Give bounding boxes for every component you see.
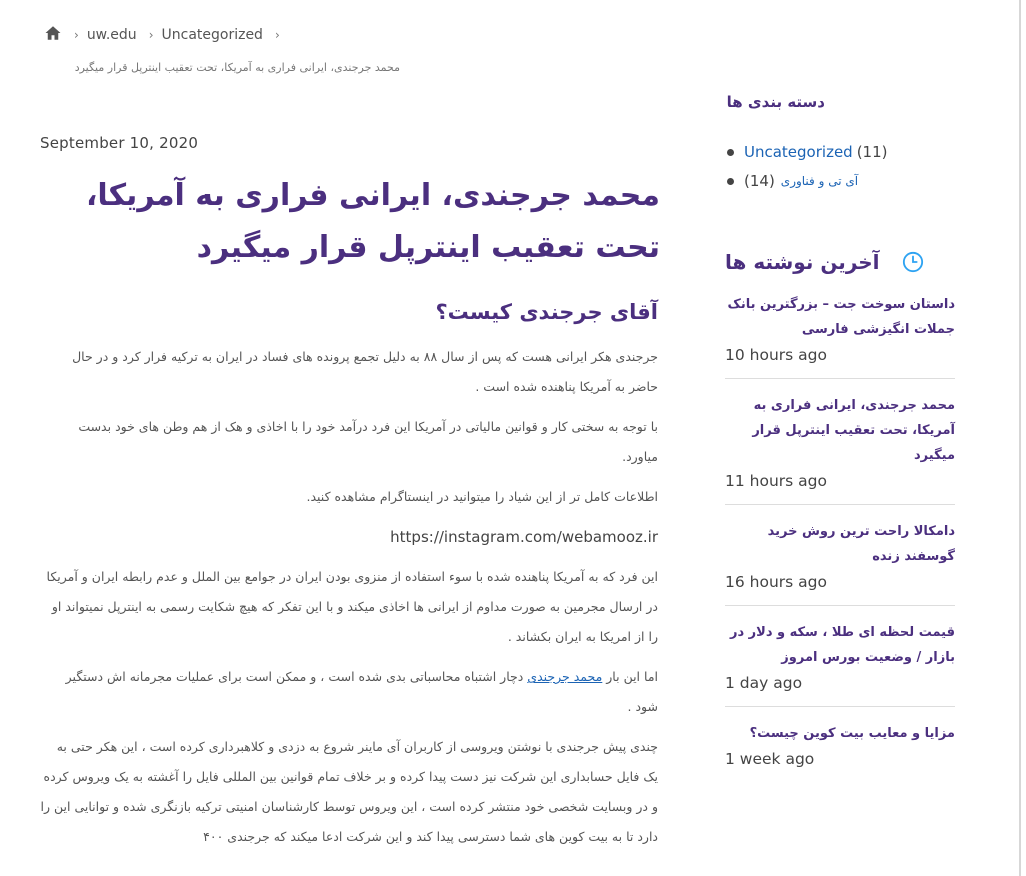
categories-title: دسته بندی ها: [726, 93, 825, 111]
recent-post-item: [725, 620, 955, 707]
recent-post-item: [725, 393, 955, 505]
paragraph-text: دچار اشتباه محاسباتی بدی شده است ، و ممکن است برای عملیات مجرمانه اش دستگیر شود .: [65, 669, 658, 714]
paragraph: با توجه به سختی کار و قوانین مالیاتی در آمریکا این فرد درآمد خود را با اخاذی و هک از هم وطن های خود بدست میاورد.: [78, 419, 658, 464]
category-item: [725, 167, 975, 196]
paragraph: اطلاعات کامل تر از این شیاد را میتوانید در اینستاگرام مشاهده کنید.: [306, 489, 658, 504]
category-item: [725, 138, 975, 167]
inline-author-link[interactable]: محمد جرجندی: [527, 669, 603, 684]
recent-post-link[interactable]: محمد جرجندی، ایرانی فراری به آمریکا، تحت تعقیب اینترپل قرار میگیرد: [752, 398, 955, 463]
home-icon: [44, 24, 62, 42]
recent-posts-list: [725, 292, 955, 782]
bullet: [727, 178, 734, 185]
recent-post-time: 11 hours ago: [725, 472, 827, 490]
recent-posts-title: آخرین نوشته ها: [725, 250, 880, 274]
recent-post-time: 16 hours ago: [725, 573, 827, 591]
paragraph-with-link: [40, 662, 658, 722]
recent-post-item: [725, 519, 955, 606]
recent-post-item: [725, 721, 955, 782]
category-count: (11): [856, 143, 888, 161]
chevron-right-icon: ›: [274, 28, 280, 42]
paragraph: این فرد که به آمریکا پناهنده شده با سوء استفاده از منزوی بودن ایران در جوامع بین الملل و عدم رابطه ایران و آمریکا در ارسال مجرمین به صورت مداوم از ایرانی ها اخاذی میکند و با این تفکر که هیچ شکایت رسمی به اینترپل نمیتواند او را از امریکا به ایران بکشاند .: [46, 569, 658, 644]
chevron-right-icon: ›: [148, 28, 154, 42]
page-edge-divider: [1019, 0, 1021, 876]
post-content: [40, 296, 658, 862]
breadcrumb-home[interactable]: [44, 24, 62, 46]
instagram-url: https://instagram.com/webamooz.ir: [390, 528, 658, 546]
paragraph: چندی پیش جرجندی با نوشتن ویروسی از کاربران آی ماینر شروع به دزدی و کلاهبرداری کرده است ، این هکر حتی به یک فایل حسابداری این شرکت نیز دست پیدا کرده و بر خلاف تمام قوانین بین المللی فایل را آغشته به یک ویروس کرده و در وبسایت شخصی خود منتشر کرده است ، این ویروس توسط کارشناسان امنیتی ترکیه بازنگری شده و توانایی این را دارد تا به بیت کوین های شما دسترسی پیدا کند و این شرکت ادعا میکند که جرجندی ۴۰۰: [40, 739, 658, 844]
post-title: محمد جرجندی، ایرانی فراری به آمریکا، تحت تعقیب اینترپل قرار میگیرد: [85, 178, 660, 265]
breadcrumb-current: محمد جرجندی، ایرانی فراری به آمریکا، تحت تعقیب اینترپل قرار میگیرد: [74, 61, 400, 74]
recent-post-item: [725, 292, 955, 379]
recent-post-link[interactable]: داستان سوخت جت – بزرگترین بانک جملات انگیزشی فارسی: [727, 297, 955, 337]
recent-posts-header: [725, 244, 975, 280]
breadcrumb: [44, 24, 288, 46]
bullet: [727, 149, 734, 156]
section-heading: آقای جرجندی کیست؟: [435, 300, 658, 324]
breadcrumb-item-site[interactable]: uw.edu: [86, 27, 137, 43]
recent-post-time: 1 day ago: [725, 674, 803, 692]
category-link-it[interactable]: آی تی و فناوری: [780, 174, 859, 188]
clock-icon: [902, 251, 924, 273]
paragraph-text: اما این بار: [602, 669, 658, 684]
recent-post-time: 10 hours ago: [725, 346, 827, 364]
category-link-uncategorized[interactable]: Uncategorized: [744, 143, 853, 161]
category-count: (14): [744, 172, 775, 190]
post-date: September 10, 2020: [40, 134, 199, 152]
categories-list: [725, 138, 975, 196]
paragraph: جرجندی هکر ایرانی هست که پس از سال ۸۸ به دلیل تجمع پرونده های فساد در ایران به ترکیه فرار کرد و در حال حاضر به آمریکا پناهنده شده است .: [72, 349, 658, 394]
chevron-right-icon: ›: [74, 28, 79, 42]
breadcrumb-item-category[interactable]: Uncategorized: [161, 27, 263, 43]
sidebar: [725, 88, 975, 796]
recent-post-link[interactable]: مزایا و معایب بیت کوین چیست؟: [749, 726, 955, 741]
recent-post-link[interactable]: دامکالا راحت ترین روش خرید گوسفند زنده: [767, 524, 955, 564]
recent-post-link[interactable]: قیمت لحظه ای طلا ، سکه و دلار در بازار / وضعیت بورس امروز: [729, 625, 955, 665]
recent-post-time: 1 week ago: [725, 750, 815, 768]
